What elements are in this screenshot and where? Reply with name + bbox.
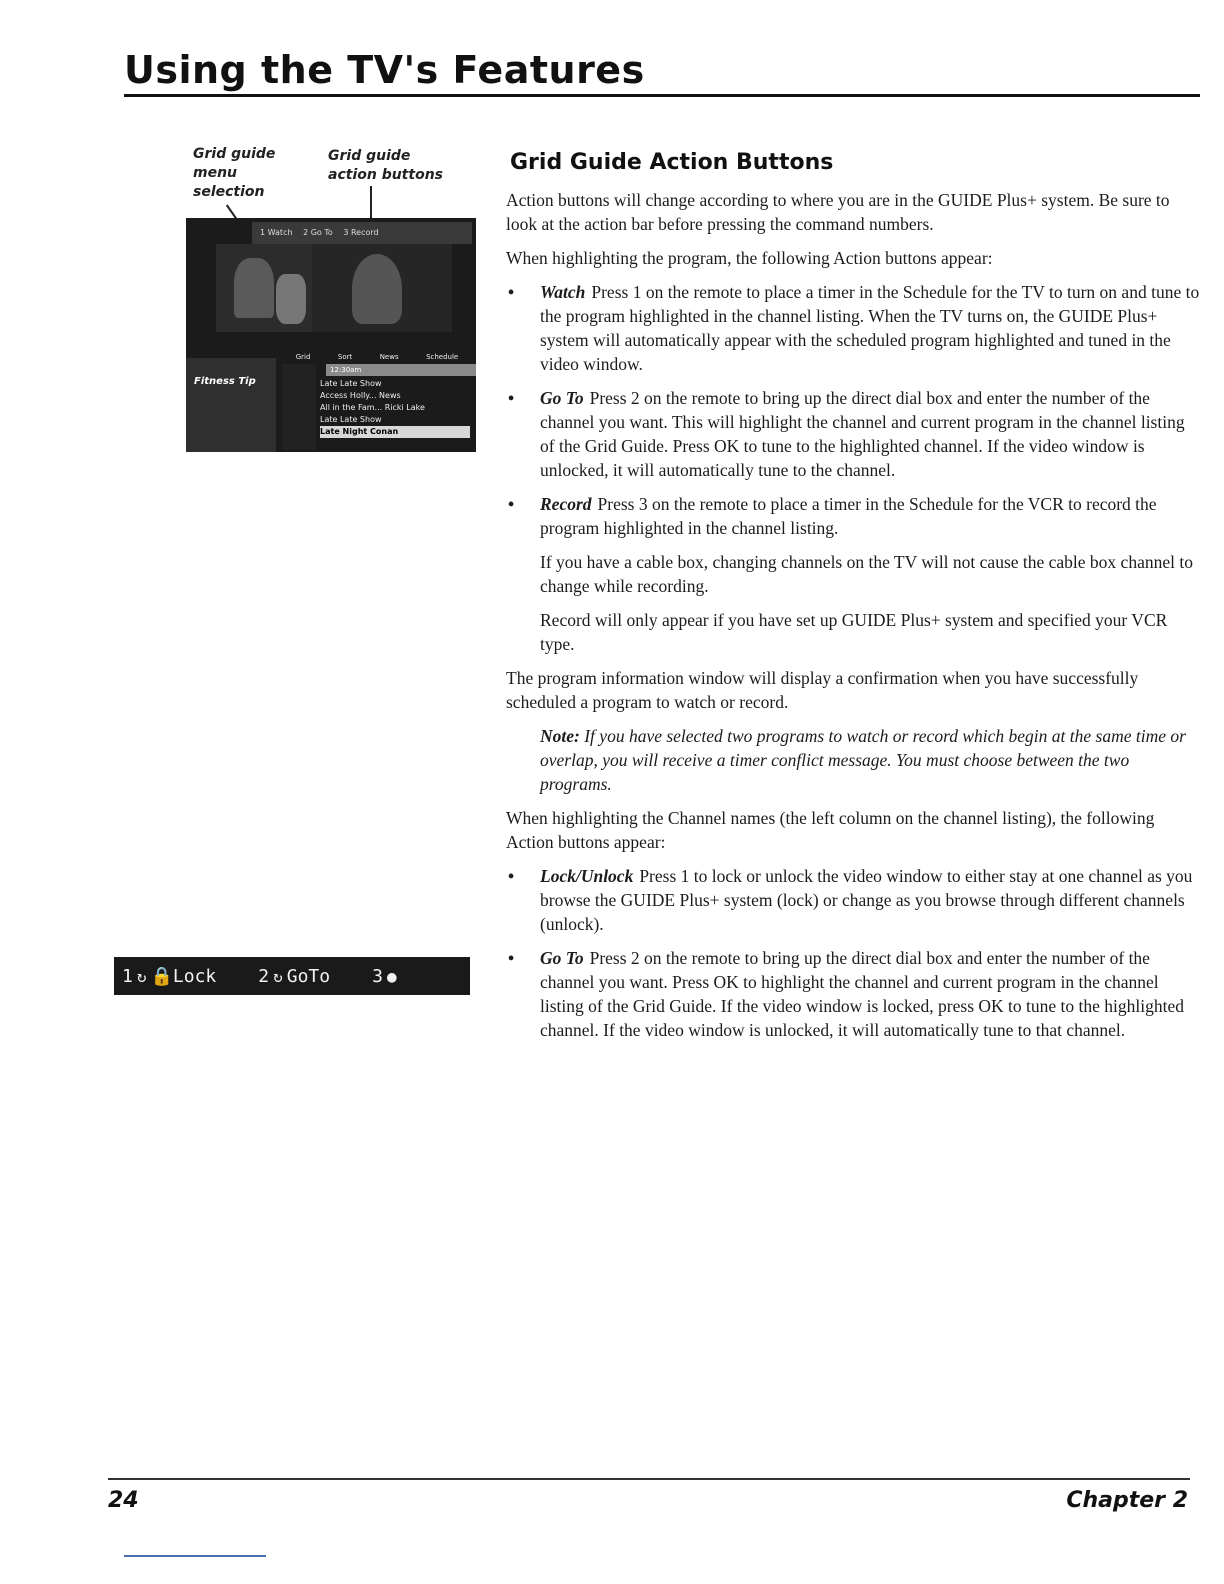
tv-grid-header-item: News	[379, 353, 399, 361]
term-description: Press 2 on the remote to bring up the direct dial box and enter the number of the channel you want. Press OK to highlight the channel and current program in the channel listing of the Grid Guide. If the video window is locked, press OK to tune to the highlighted channel. If the video window is unlocked, it will automatically tune to that channel.	[540, 948, 1184, 1040]
channel-intro-paragraph: When highlighting the Channel names (the left column on the channel listing), the following Action buttons appear:	[506, 808, 1155, 852]
tv-left-panel	[186, 358, 276, 452]
chapter-label: Chapter 2	[1066, 1488, 1188, 1513]
tv-grid-header	[282, 350, 472, 364]
term-go-to: Go To	[540, 388, 584, 408]
list-item	[506, 280, 1200, 376]
program-action-list	[506, 280, 1200, 540]
note-label: Note:	[540, 726, 580, 746]
term-lock-unlock: Lock/Unlock	[540, 866, 634, 886]
list-item	[506, 946, 1200, 1042]
tv-topbar-item: 3 Record	[343, 228, 379, 237]
term-description: Press 2 on the remote to bring up the direct dial box and enter the number of the channel you want. This will highlight the channel and current program in the channel listing of the Grid Guide. Press OK to tune to the highlighted channel. If the video window is unlocked, it will automatically tune to the channel.	[540, 388, 1185, 480]
refresh-icon: ↻	[273, 966, 283, 986]
list-item	[506, 386, 1200, 482]
tv-program-row: Access Holly... News	[320, 391, 401, 400]
term-watch: Watch	[540, 282, 586, 302]
caption-pointer-line	[370, 186, 372, 222]
tv-program-row: Late Late Show	[320, 379, 382, 388]
action-number: 3	[372, 965, 383, 987]
tv-program-row: All in the Fam... Ricki Lake	[320, 403, 425, 412]
action-number: 1	[122, 965, 133, 987]
caption-left-line-2: menu	[193, 165, 238, 181]
section-heading: Grid Guide Action Buttons	[510, 150, 834, 175]
term-description: Press 3 on the remote to place a timer in the Schedule for the VCR to record the program highlighted in the channel listing.	[540, 494, 1157, 538]
action-label: 🔒Lock	[150, 965, 217, 987]
channel-action-bar	[114, 957, 470, 995]
tv-grid-header-item: Sort	[337, 353, 353, 361]
title-rule	[124, 94, 1200, 97]
tv-ad-figure	[352, 254, 402, 324]
page-number: 24	[108, 1488, 139, 1513]
term-record: Record	[540, 494, 592, 514]
intro-paragraph: Action buttons will change according to where you are in the GUIDE Plus+ system. Be sure to look at the action bar before pressing the command numbers.	[506, 190, 1170, 234]
tv-program-list	[320, 378, 470, 438]
record-icon: ●	[386, 966, 397, 986]
tv-channel-column	[282, 364, 316, 450]
tv-action-bar	[252, 222, 472, 244]
caption-right-line-2: action buttons	[328, 167, 443, 183]
fitness-tip-label: Fitness Tip	[194, 376, 256, 387]
tv-video-figure	[234, 258, 274, 318]
term-description: Press 1 to lock or unlock the video window to either stay at one channel as you browse the GUIDE Plus+ system (lock) or change as you browse through different channels (unlock).	[540, 866, 1193, 934]
term-description: Press 1 on the remote to place a timer in the Schedule for the TV to turn on and tune to the program highlighted in the channel listing. When the TV turns on, the GUIDE Plus+ system will automatically appear with the scheduled program highlighted and tuned in the video window.	[540, 282, 1200, 374]
action-goto	[258, 966, 330, 987]
record-note-cable-box: If you have a cable box, changing channels on the TV will not cause the cable box channel to change while recording.	[540, 552, 1193, 596]
footer-rule	[108, 1478, 1190, 1480]
caption-grid-guide-action-buttons	[328, 147, 443, 185]
caption-right-line-1: Grid guide	[328, 148, 411, 164]
action-number: 2	[258, 965, 270, 987]
tv-time-slot: 12:30am	[326, 364, 476, 376]
tv-grid-header-item: Grid	[295, 353, 311, 361]
confirmation-paragraph: The program information window will display a confirmation when you have successfully scheduled a program to watch or record.	[506, 668, 1139, 712]
action-lock	[122, 966, 216, 987]
record-note-vcr-type: Record will only appear if you have set up GUIDE Plus+ system and specified your VCR type.	[540, 610, 1168, 654]
term-go-to: Go To	[540, 948, 584, 968]
body-text	[506, 188, 1200, 1052]
bottom-divider	[124, 1555, 266, 1557]
note	[506, 724, 1200, 796]
refresh-icon: ↻	[136, 966, 147, 986]
program-intro-paragraph: When highlighting the program, the following Action buttons appear:	[506, 248, 993, 268]
tv-topbar-item: 2 Go To	[303, 228, 333, 237]
caption-grid-guide-menu-selection	[193, 145, 275, 202]
tv-program-row-highlighted: Late Night Conan	[320, 426, 470, 438]
note-text: If you have selected two programs to watch or record which begin at the same time or overlap, you will receive a timer conflict message. You must choose between the two programs.	[540, 726, 1186, 794]
page-title: Using the TV's Features	[124, 48, 645, 92]
channel-action-list	[506, 864, 1200, 1042]
caption-left-line-3: selection	[193, 184, 265, 200]
tv-program-row: Late Late Show	[320, 415, 382, 424]
caption-left-line-1: Grid guide	[193, 146, 276, 162]
tv-video-window	[216, 244, 316, 332]
tv-grid-header-item: Schedule	[426, 353, 459, 361]
list-item	[506, 864, 1200, 936]
action-record	[372, 966, 400, 987]
tv-topbar-item: 1 Watch	[260, 228, 293, 237]
grid-guide-screenshot	[186, 218, 476, 452]
list-item	[506, 492, 1200, 540]
tv-video-figure	[276, 274, 306, 324]
tv-ad-panel	[312, 244, 452, 332]
action-label: GoTo	[286, 965, 331, 987]
